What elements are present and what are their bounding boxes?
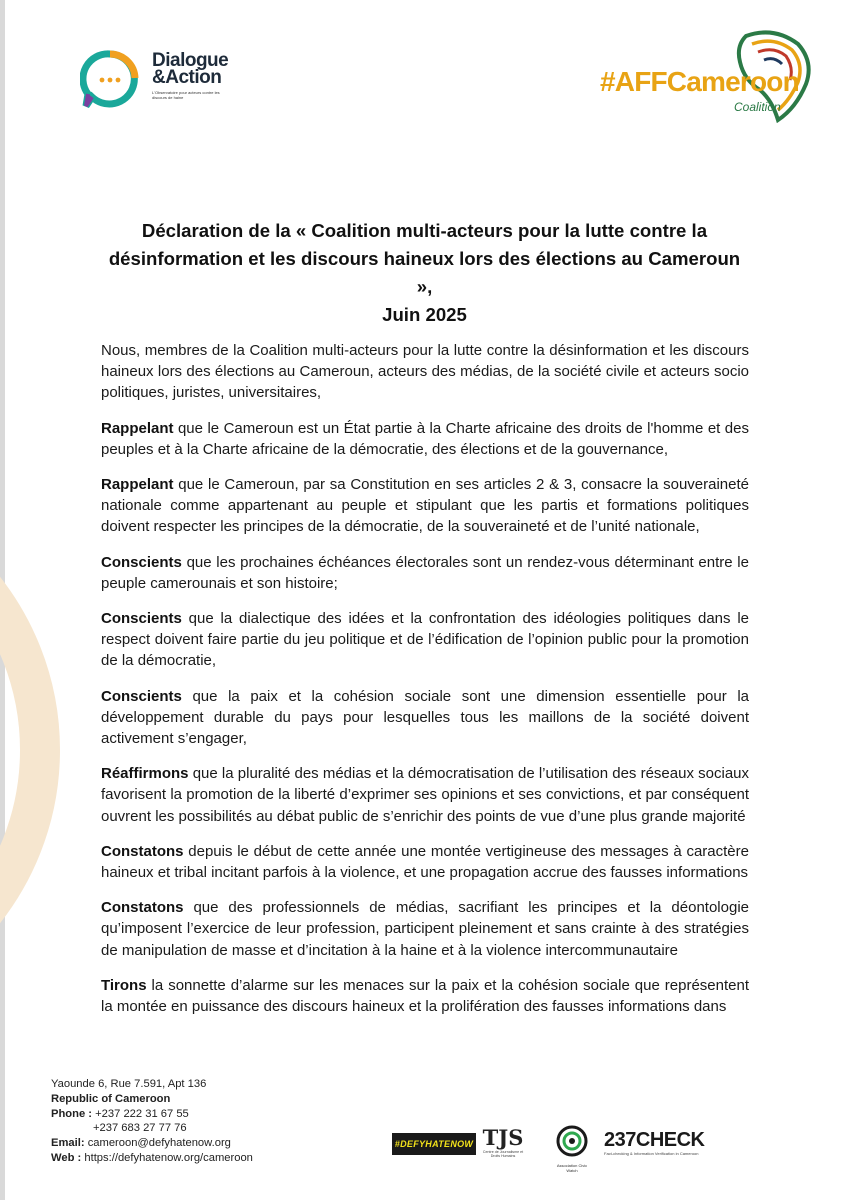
- paragraph-lead: Rappelant: [101, 476, 174, 494]
- paragraph-text: que le Cameroun est un État partie à la Charte africaine des droits de l'homme et des peuples et à la Charte africaine de la démocratie, des élections et de la gouvernance,: [101, 419, 749, 458]
- footer-email-label: Email:: [51, 1137, 85, 1150]
- paragraph-lead: Constatons: [101, 899, 184, 917]
- background-watermark-graphic: [0, 440, 80, 1060]
- chat-bubble-icon: [80, 50, 140, 110]
- paragraph-lead: Rappelant: [101, 419, 174, 437]
- 237check-caption: Fact-checking & Information Verification in Cameroon: [604, 1151, 699, 1156]
- footer-phone-label: Phone :: [51, 1107, 93, 1120]
- footer-phone-1: +237 222 31 67 55: [95, 1107, 189, 1120]
- paragraph-text: que la paix et la cohésion sociale sont une dimension essentielle pour la développement durable du pays pour lesquelles tous les maillons de la société doivent activement s’engager,: [101, 687, 749, 748]
- dialogue-action-wordmark: [152, 52, 228, 86]
- paragraph-lead: Réaffirmons: [101, 765, 189, 783]
- footer-web-label: Web :: [51, 1151, 82, 1164]
- footer-phone: [51, 1107, 311, 1122]
- paragraph-text: que des professionnels de médias, sacrifiant les principes et la déontologie qu’imposent l’exercice de leur profession, participent pleinement et sans crainte à des stratégies de manipulation de masse et d’incitation à la haine et à la violence intercommunautaire: [101, 899, 749, 959]
- paragraph: [101, 975, 749, 1017]
- paragraph-lead: Conscients: [101, 610, 182, 628]
- paragraph: [101, 841, 749, 883]
- footer-web: [51, 1151, 311, 1166]
- footer-country: [51, 1092, 311, 1107]
- paragraph: [101, 552, 749, 594]
- 237check-wordmark: 237CHECK: [604, 1129, 705, 1151]
- declaration-body: [101, 340, 749, 1031]
- title-line-1: Déclaration de la « Coalition multi-acteurs pour la lutte contre la: [141, 220, 708, 242]
- page-edge: [0, 0, 5, 1200]
- footer-email: [51, 1136, 311, 1151]
- dialogue-logo-line1: Dialogue: [152, 50, 229, 71]
- civic-watch-logo: [552, 1124, 592, 1173]
- paragraph-text: Nous, membres de la Coalition multi-acteurs pour la lutte contre la désinformation et les discours haineux lors des élections au Cameroun, acteurs des médias, de la société civile et acteurs socio politiques, juristes, universitaires,: [101, 342, 749, 402]
- defyhatenow-logo: #DEFYHATENOW: [392, 1133, 476, 1155]
- footer-email-link[interactable]: cameroon@defyhatenow.org: [87, 1137, 231, 1150]
- dialogue-logo-line2: &Action: [152, 67, 222, 88]
- paragraph: [101, 686, 749, 750]
- paragraph-lead: Tirons: [101, 976, 147, 994]
- paragraph: [101, 608, 749, 672]
- paragraph-text: la sonnette d’alarme sur les menaces sur la paix et la cohésion sociale que représentent la montée en puissance des discours haineux et la prolifération des fausses informations dans: [101, 976, 749, 1016]
- declaration-title: [100, 217, 749, 329]
- tjs-logo: [482, 1126, 524, 1166]
- dialogue-action-logo: [80, 50, 230, 114]
- footer-contact: [51, 1077, 311, 1166]
- paragraph-text: que le Cameroun, par sa Constitution en ses articles 2 & 3, consacre la souveraineté nationale comme appartenant au peuple et stipulant que les partis et formations politiques doivent respecter les principes de la démocratie, de la souveraineté et de l’unité nationale,: [101, 476, 749, 536]
- civic-watch-caption: Association Civic Watch: [556, 1163, 588, 1173]
- paragraph-text: que la dialectique des idées et la confrontation des idéologies politiques dans le respect doivent faire partie du jeu politique et de l’édification de l’opinion public pour la promotion de la démocratie,: [101, 610, 749, 670]
- footer-phone-2: +237 683 27 77 76: [93, 1122, 187, 1135]
- aff-cameroon-wordmark: #AFFCameroon: [600, 66, 799, 97]
- tjs-logo-caption: Centre de Journalisme et Droits Humains: [482, 1150, 524, 1158]
- aff-cameroon-logo: [598, 28, 813, 123]
- paragraph: [101, 340, 749, 404]
- aff-coalition-label: Coalition: [734, 100, 781, 114]
- title-line-3: Juin 2025: [382, 304, 467, 326]
- paragraph-text: que la pluralité des médias et la démocratisation de l’utilisation des réseaux sociaux favorisent la promotion de la liberté d’exprimer ses opinions et ses convictions, et par conséquent ouvrent les possibilités au débat public de s’enrichir des points de vue d’une plus grande majorité: [101, 765, 749, 825]
- footer-web-link[interactable]: https://defyhatenow.org/cameroon: [84, 1151, 253, 1164]
- paragraph-lead: Conscients: [101, 687, 182, 705]
- paragraph-text: depuis le début de cette année une montée vertigineuse des messages à caractère haineux et tribal incitant parfois à la violence, et une propagation accrue des fausses informations: [101, 842, 749, 882]
- footer-country-text: Republic of Cameroon: [51, 1092, 171, 1105]
- paragraph-lead: Conscients: [101, 553, 182, 571]
- paragraph: [101, 897, 749, 961]
- civic-watch-icon: [552, 1124, 592, 1158]
- paragraph-text: que les prochaines échéances électorales sont un rendez-vous déterminant entre le peuple camerounais et son histoire;: [101, 553, 749, 592]
- paragraph-lead: Constatons: [101, 842, 184, 860]
- dialogue-logo-tagline: L'Observatoire pour acteurs contre les discours de haine: [152, 90, 220, 100]
- title-line-2: désinformation et les discours haineux lors des élections au Cameroun »,: [108, 248, 741, 298]
- paragraph: [101, 418, 749, 460]
- 237check-logo: [604, 1129, 724, 1165]
- paragraph: [101, 763, 749, 827]
- footer-address: Yaounde 6, Rue 7.591, Apt 136: [51, 1078, 207, 1090]
- paragraph: [101, 474, 749, 538]
- tjs-logo-mark: TJS: [482, 1125, 524, 1150]
